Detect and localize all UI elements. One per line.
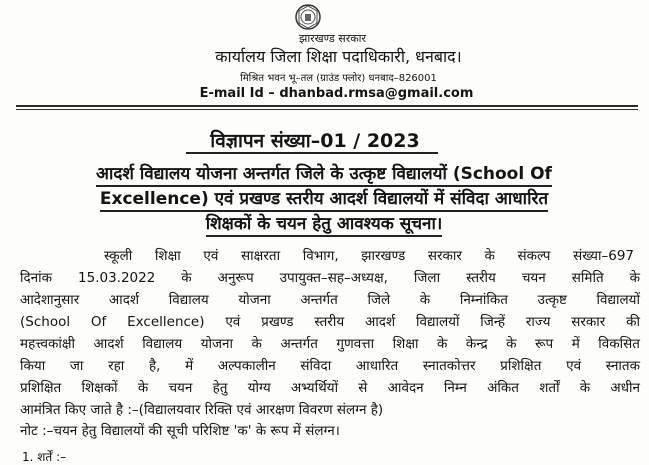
state-emblem-icon: [290, 3, 326, 33]
office-address: मिश्रित भवन भू–तल (ग्राउंड फ्लोर) धनबाद–826001: [240, 73, 437, 84]
office-email: E-mail Id – dhanbad.rmsa@gmail.com: [199, 86, 474, 101]
header-divider: [16, 105, 638, 107]
subject-text-2: Excellence) एवं प्रखण्ड स्तरीय आदर्श विद्यालयों में संविदा आधारित: [100, 189, 548, 212]
subject-text-1: आदर्श विद्यालय योजना अन्तर्गत जिले के उत्कृष्ट विद्यालयों (School Of: [96, 164, 552, 187]
body-line-5: महत्त्वकांक्षी आदर्श विद्यालय योजना के अन्तर्गत गुणवत्ता शिक्षा के केन्द्र के रूप में विकसित: [20, 336, 640, 352]
body-line-7: प्रशिक्षित शिक्षकों के चयन हेतु योग्य अभ्यर्थियों से आवेदन निम्न अंकित शर्तों के अधीन: [20, 380, 640, 396]
advertisement-number-underline: [186, 152, 438, 154]
body-line-3: आदेशानुसार आदर्श विद्यालय योजना अन्तर्गत जिले के निम्नांकित उत्कृष्ट विद्यालयों: [20, 292, 640, 308]
advertisement-number: विज्ञापन संख्या–01 / 2023: [210, 130, 420, 152]
header-divider-thin: [16, 109, 638, 110]
conditions-heading: 1. शर्तें :–: [22, 450, 67, 464]
body-line-1: स्कूली शिक्षा एवं साक्षरता विभाग, झारखण्ड सरकार के संकल्प संख्या–697: [104, 248, 634, 264]
subject-line-2: [24, 187, 624, 212]
subject-line-3: [24, 212, 624, 237]
body-line-8: आमंत्रित किए जाते है :–(विद्यालयवार रिक्ति एवं आरक्षण विवरण संलग्न है): [20, 402, 384, 418]
body-line-2: दिनांक 15.03.2022 के अनुरूप उपायुक्त–सह–अध्यक्ष, जिला स्तरीय चयन समिति के: [20, 270, 640, 286]
body-line-4: (School Of Excellence) एवं प्रखण्ड स्तरीय आदर्श विद्यालयों जिन्हें राज्य सरकार की: [20, 314, 640, 330]
subject-text-3: शिक्षकों के चयन हेतु आवश्यक सूचना।: [206, 214, 443, 237]
office-name: कार्यालय जिला शिक्षा पदाधिकारी, धनबाद।: [215, 47, 462, 66]
government-name: झारखण्ड सरकार: [299, 32, 366, 45]
body-line-6: किया जा रहा है, में अल्पकालीन संविदा आधारित स्नातकोत्तर प्रशिक्षित एवं स्नातक: [20, 358, 640, 374]
note-text: नोट :–चयन हेतु विद्यालयों की सूची परिशिष्ट 'क' के रूप में संलग्न।: [20, 423, 340, 439]
subject-line-1: [24, 162, 624, 187]
